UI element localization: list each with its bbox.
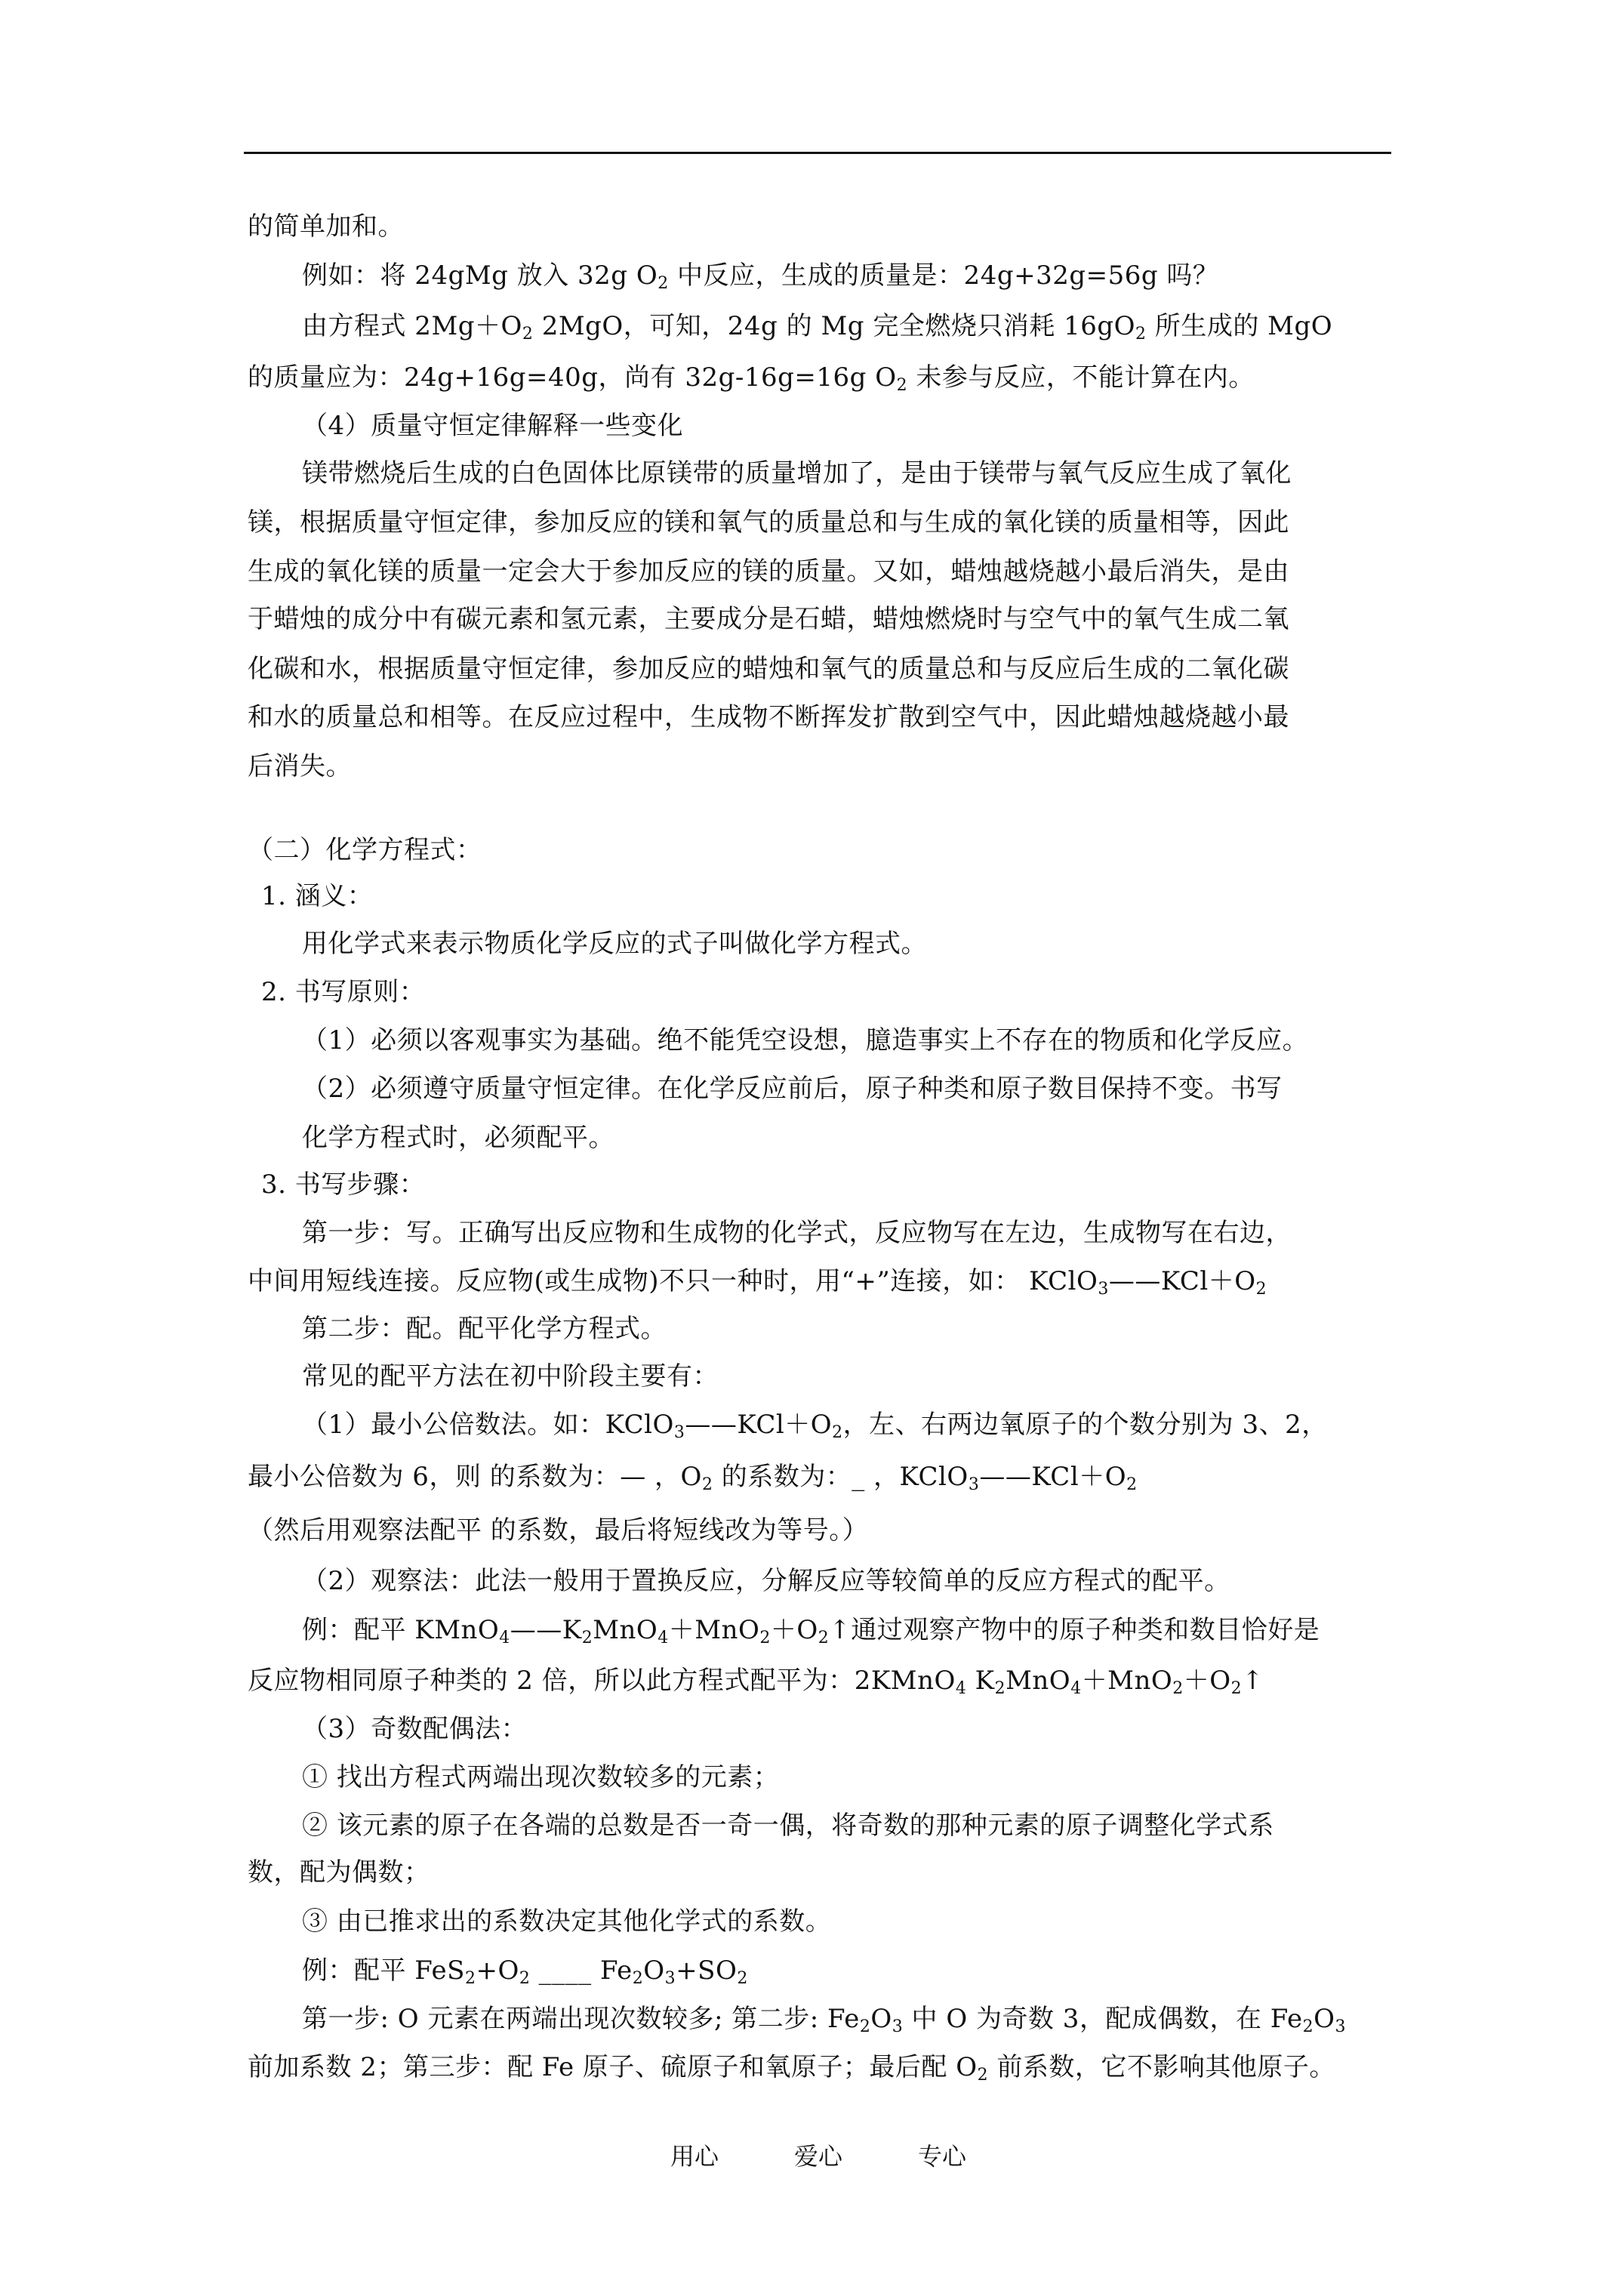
text-line: 由方程式 $2Mg+O_2$ 2MgO，可知，24g 的 Mg 完全燃烧只消耗 $16gO_2$ 所生成的 MgO [302,311,1333,344]
text-line: 第一步：写。正确写出反应物和生成物的化学式，反应物写在左边，生成物写在右边， [302,1218,1292,1248]
text-line: 2. 书写原则： [261,977,426,1007]
text-line: 最小公倍数为 6，则 的系数为：— ，$O_2$ 的系数为：_ ，$KClO_3——KCl+O_2$ [248,1462,1138,1494]
text-line: 1. 涵义： [261,881,374,911]
text-line: （然后用观察法配平 的系数，最后将短线改为等号。） [248,1515,869,1546]
text-line: 常见的配平方法在初中阶段主要有： [302,1361,719,1391]
text-line: 第二步：配。配平化学方程式。 [302,1314,667,1344]
text-line: 和水的质量总和相等。在反应过程中，生成物不断挥发扩散到空气中，因此蜡烛越烧越小最 [248,702,1289,732]
text-line: 例：配平 $FeS_2+O_2$ ____ $Fe_2O_3+SO_2$ [302,1955,748,1988]
text-line: 镁，根据质量守恒定律，参加反应的镁和氧气的质量总和与生成的氧化镁的质量相等，因此 [248,507,1289,538]
text-line: ③ 由已推求出的系数决定其他化学式的系数。 [302,1906,832,1937]
text-line: 3. 书写步骤： [261,1170,426,1200]
text-line: 例：配平 $KMnO_4——K_2MnO_4+MnO_2+O_2↑$通过观察产物中的原子种类和数目恰好是 [302,1615,1320,1647]
footer-text-2: 爱心 [794,2142,843,2171]
text-line: 第一步: O 元素在两端出现次数较多; 第二步: $Fe_2O_3$ 中 O 为奇数 3，配成偶数，在 $Fe_2O_3$ [302,2004,1346,2036]
text-line: （4）质量守恒定律解释一些变化 [302,411,684,441]
text-line: 中间用短线连接。反应物(或生成物)不只一种时，用“+”连接，如： $KClO_3——KCl+O_2$ [248,1266,1267,1299]
text-line: 前加系数 2；第三步：配 Fe 原子、硫原子和氧原子；最后配 $O_2$ 前系数，它不影响其他原子。 [248,2052,1335,2085]
text-line: ② 该元素的原子在各端的总数是否一奇一偶，将奇数的那种元素的原子调整化学式系 [302,1811,1274,1841]
text-line: （1）必须以客观事实为基础。绝不能凭空设想，臆造事实上不存在的物质和化学反应。 [302,1025,1309,1056]
footer-text-3: 专心 [918,2142,967,2171]
header-rule [244,152,1391,154]
text-line: 后消失。 [248,751,352,781]
text-line: （1）最小公倍数法。如：$KClO_3——KCl+O_2$，左、右两边氧原子的个数分别为 3、2， [302,1410,1328,1442]
text-line: 生成的氧化镁的质量一定会大于参加反应的镁的质量。又如，蜡烛越烧越小最后消失，是由 [248,556,1289,587]
text-line: 反应物相同原子种类的 2 倍，所以此方程式配平为：2KMnO$_4$ $K_2MnO_4+MnO_2+O_2↑$ [248,1666,1264,1698]
text-line: ① 找出方程式两端出现次数较多的元素； [302,1762,780,1792]
text-line: 化碳和水，根据质量守恒定律，参加反应的蜡烛和氧气的质量总和与反应后生成的二氧化碳 [248,654,1289,684]
text-line: （2）观察法：此法一般用于置换反应，分解反应等较简单的反应方程式的配平。 [302,1566,1230,1596]
text-line: 的简单加和。 [248,211,404,242]
text-line: （3）奇数配偶法： [302,1714,528,1744]
text-line: 于蜡烛的成分中有碳元素和氢元素，主要成分是石蜡，蜡烛燃烧时与空气中的氧气生成二氧 [248,604,1289,634]
text-line: 化学方程式时，必须配平。 [302,1123,614,1153]
text-line: （二）化学方程式： [248,835,482,865]
text-line: （2）必须遵守质量守恒定律。在化学反应前后，原子种类和原子数目保持不变。书写 [302,1074,1283,1104]
text-line: 镁带燃烧后生成的白色固体比原镁带的质量增加了，是由于镁带与氧气反应生成了氧化 [302,458,1292,488]
text-line: 例如：将 24gMg 放入 32g $O_2$ 中反应，生成的质量是：24g+32g=56g 吗？ [302,260,1219,293]
text-line: 用化学式来表示物质化学反应的式子叫做化学方程式。 [302,929,927,959]
footer-text-1: 用心 [670,2142,719,2171]
text-line: 数，配为偶数； [248,1857,430,1888]
text-line: 的质量应为：24g+16g=40g，尚有 32g-16g=16g $O_2$ 未参与反应，不能计算在内。 [248,362,1255,395]
